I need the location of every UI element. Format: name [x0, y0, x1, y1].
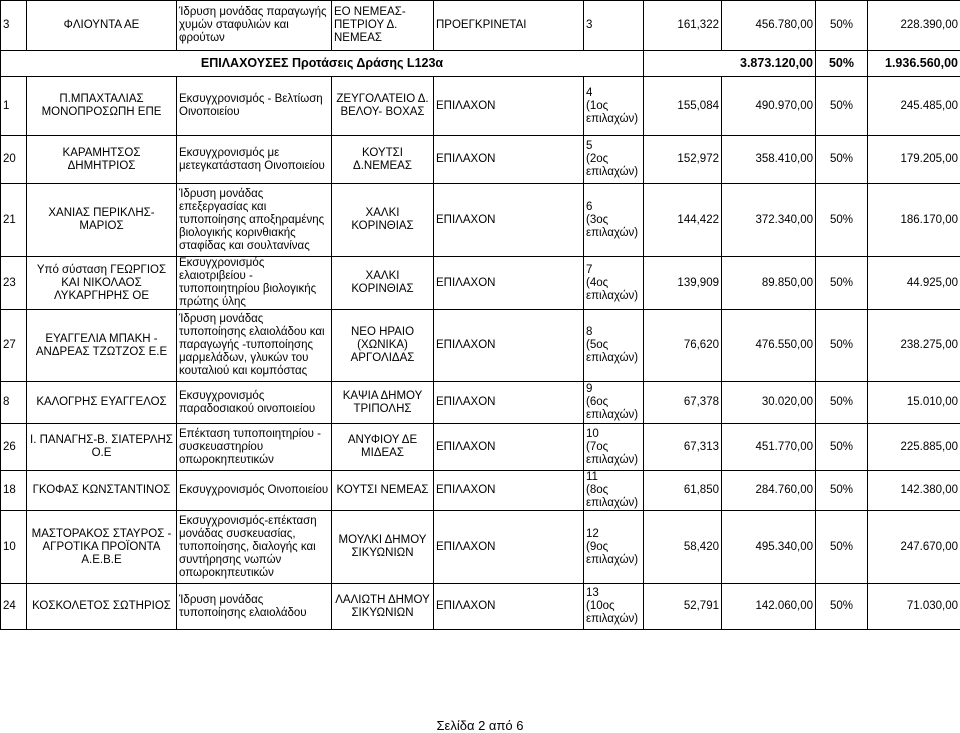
score-cell: 161,322	[644, 1, 722, 51]
location-cell: ΧΑΛΚΙ ΚΟΡΙΝΘΙΑΣ	[332, 184, 434, 257]
order-number: 13	[586, 587, 641, 600]
table-row	[1, 584, 960, 630]
order-number: 10	[586, 428, 641, 441]
pct-cell: 50%	[816, 136, 868, 184]
applicant-cell: ΓΚΟΦΑΣ ΚΩΝΣΤΑΝΤΙΝΟΣ	[27, 471, 177, 511]
order-runner-up-label: (7ος επιλαχών)	[586, 441, 641, 467]
applicant-cell: ΚΟΣΚΟΛΕΤΟΣ ΣΩΤΗΡΙΟΣ	[27, 584, 177, 630]
rank-cell: 8	[1, 382, 27, 424]
order-cell	[584, 471, 644, 511]
table-row	[1, 77, 960, 136]
section-subsidy-total: 1.936.560,00	[868, 51, 960, 77]
order-cell	[584, 310, 644, 382]
pct-cell: 50%	[816, 77, 868, 136]
applicant-cell: ΦΛΙΟΥΝΤΑ ΑΕ	[27, 1, 177, 51]
project-cell: Εκσυγχρονισμός με μετεγκατάσταση Οινοποιείου	[177, 136, 332, 184]
table-row	[1, 184, 960, 257]
location-cell: ΧΑΛΚΙ ΚΟΡΙΝΘΙΑΣ	[332, 257, 434, 310]
pct-cell: 50%	[816, 382, 868, 424]
order-number: 4	[586, 87, 641, 100]
budget-cell: 89.850,00	[722, 257, 816, 310]
pct-cell: 50%	[816, 184, 868, 257]
status-cell: ΕΠΙΛΑΧΟΝ	[434, 584, 584, 630]
budget-cell: 372.340,00	[722, 184, 816, 257]
budget-cell: 476.550,00	[722, 310, 816, 382]
order-cell	[584, 257, 644, 310]
project-cell: Ίδρυση μονάδας παραγωγής χυμών σταφυλιών και φρούτων	[177, 1, 332, 51]
subsidy-cell: 238.275,00	[868, 310, 960, 382]
applicant-cell: ΕΥΑΓΓΕΛΙΑ ΜΠΑΚΗ - ΑΝΔΡΕΑΣ ΤΖΩΤΖΟΣ Ε.Ε	[27, 310, 177, 382]
pct-cell: 50%	[816, 511, 868, 584]
rank-cell: 27	[1, 310, 27, 382]
budget-cell: 456.780,00	[722, 1, 816, 51]
order-cell	[584, 424, 644, 471]
table-row	[1, 382, 960, 424]
project-cell: Εκσυγχρονισμός παραδοσιακού οινοποιείου	[177, 382, 332, 424]
order-runner-up-label: (3ος επιλαχών)	[586, 214, 641, 240]
status-cell: ΕΠΙΛΑΧΟΝ	[434, 424, 584, 471]
status-cell: ΕΠΙΛΑΧΟΝ	[434, 382, 584, 424]
order-cell	[584, 77, 644, 136]
table-row	[1, 424, 960, 471]
rank-cell: 20	[1, 136, 27, 184]
table-row	[1, 511, 960, 584]
table-row	[1, 1, 960, 51]
pct-cell: 50%	[816, 310, 868, 382]
order-runner-up-label: (9ος επιλαχών)	[586, 541, 641, 567]
score-cell: 67,313	[644, 424, 722, 471]
subsidy-cell: 15.010,00	[868, 382, 960, 424]
page-footer: Σελίδα 2 από 6	[0, 718, 960, 733]
table-row	[1, 257, 960, 310]
table-row	[1, 310, 960, 382]
status-cell: ΕΠΙΛΑΧΟΝ	[434, 77, 584, 136]
rank-cell: 21	[1, 184, 27, 257]
order-number: 8	[586, 326, 641, 339]
location-cell: ΛΑΛΙΩΤΗ ΔΗΜΟΥ ΣΙΚΥΩΝΙΩΝ	[332, 584, 434, 630]
order-cell: 3	[584, 1, 644, 51]
table-row	[1, 136, 960, 184]
status-cell: ΕΠΙΛΑΧΟΝ	[434, 136, 584, 184]
order-cell	[584, 136, 644, 184]
status-cell: ΕΠΙΛΑΧΟΝ	[434, 511, 584, 584]
table-row	[1, 471, 960, 511]
pct-cell: 50%	[816, 471, 868, 511]
status-cell: ΕΠΙΛΑΧΟΝ	[434, 257, 584, 310]
applicant-cell: Π.ΜΠΑΧΤΑΛΙΑΣ ΜΟΝΟΠΡΟΣΩΠΗ ΕΠΕ	[27, 77, 177, 136]
subsidy-cell: 247.670,00	[868, 511, 960, 584]
rank-cell: 1	[1, 77, 27, 136]
budget-cell: 490.970,00	[722, 77, 816, 136]
rank-cell: 10	[1, 511, 27, 584]
project-cell: Ίδρυση μονάδας επεξεργασίας και τυποποίησης αποξηραμένης βιολογικής κορινθιακής σταφίδας και σουλτανίνας	[177, 184, 332, 257]
status-cell: ΕΠΙΛΑΧΟΝ	[434, 310, 584, 382]
subsidy-cell: 245.485,00	[868, 77, 960, 136]
order-number: 7	[586, 264, 641, 277]
location-cell: ΑΝΥΦΙΟΥ ΔΕ ΜΙΔΕΑΣ	[332, 424, 434, 471]
rank-cell: 24	[1, 584, 27, 630]
order-runner-up-label: (2ος επιλαχών)	[586, 153, 641, 179]
section-title: ΕΠΙΛΑΧΟΥΣΕΣ Προτάσεις Δράσης L123α	[1, 51, 644, 77]
rank-cell: 3	[1, 1, 27, 51]
location-cell: ΚΟΥΤΣΙ ΝΕΜΕΑΣ	[332, 471, 434, 511]
location-cell: ΕΟ ΝΕΜΕΑΣ-ΠΕΤΡΙΟΥ Δ. ΝΕΜΕΑΣ	[332, 1, 434, 51]
subsidy-cell: 44.925,00	[868, 257, 960, 310]
order-number: 12	[586, 528, 641, 541]
score-cell: 61,850	[644, 471, 722, 511]
order-runner-up-label: (6ος επιλαχών)	[586, 396, 641, 422]
order-number: 11	[586, 471, 641, 484]
order-runner-up-label: (1ος επιλαχών)	[586, 100, 641, 126]
project-cell: Εκσυγχρονισμός Οινοποιείου	[177, 471, 332, 511]
project-cell: Επέκταση τυποποιητηρίου - συσκευαστηρίου οπωροκηπευτικών	[177, 424, 332, 471]
pct-cell: 50%	[816, 257, 868, 310]
subsidy-cell: 142.380,00	[868, 471, 960, 511]
applicant-cell: ΧΑΝΙΑΣ ΠΕΡΙΚΛΗΣ- ΜΑΡΙΟΣ	[27, 184, 177, 257]
location-cell: ΚΟΥΤΣΙ Δ.ΝΕΜΕΑΣ	[332, 136, 434, 184]
section-budget-total: 3.873.120,00	[644, 51, 816, 77]
score-cell: 76,620	[644, 310, 722, 382]
score-cell: 52,791	[644, 584, 722, 630]
project-cell: Ίδρυση μονάδας τυποποίησης ελαιολάδου και παραγωγής -τυποποίησης μαρμελάδων, γλυκών του κουταλιού και κομπόστας	[177, 310, 332, 382]
order-number: 9	[586, 383, 641, 396]
subsidy-cell: 225.885,00	[868, 424, 960, 471]
score-cell: 139,909	[644, 257, 722, 310]
pct-cell: 50%	[816, 424, 868, 471]
budget-cell: 284.760,00	[722, 471, 816, 511]
order-number: 6	[586, 201, 641, 214]
status-cell: ΕΠΙΛΑΧΟΝ	[434, 471, 584, 511]
order-runner-up-label: (10ος επιλαχών)	[586, 600, 641, 626]
budget-cell: 451.770,00	[722, 424, 816, 471]
pct-cell: 50%	[816, 584, 868, 630]
location-cell: ΖΕΥΓΟΛΑΤΕΙΟ Δ. ΒΕΛΟΥ- ΒΟΧΑΣ	[332, 77, 434, 136]
budget-cell: 358.410,00	[722, 136, 816, 184]
subsidy-cell: 179.205,00	[868, 136, 960, 184]
applicant-cell: Υπό σύσταση ΓΕΩΡΓΙΟΣ ΚΑΙ ΝΙΚΟΛΑΟΣ ΛΥΚΑΡΓΗΡΗΣ ΟΕ	[27, 257, 177, 310]
budget-cell: 30.020,00	[722, 382, 816, 424]
order-cell	[584, 511, 644, 584]
order-cell	[584, 382, 644, 424]
rank-cell: 18	[1, 471, 27, 511]
order-runner-up-label: (4ος επιλαχών)	[586, 277, 641, 303]
order-cell	[584, 584, 644, 630]
applicant-cell: ΚΑΡΑΜΗΤΣΟΣ ΔΗΜΗΤΡΙΟΣ	[27, 136, 177, 184]
subsidy-cell: 228.390,00	[868, 1, 960, 51]
order-cell	[584, 184, 644, 257]
project-cell: Εκσυγχρονισμός - Βελτίωση Οινοποιείου	[177, 77, 332, 136]
order-runner-up-label: (5ος επιλαχών)	[586, 339, 641, 365]
applicant-cell: ΜΑΣΤΟΡΑΚΟΣ ΣΤΑΥΡΟΣ - ΑΓΡΟΤΙΚΑ ΠΡΟΪΟΝΤΑ Α.Ε.Β.Ε	[27, 511, 177, 584]
project-cell: Εκσυγχρονισμός ελαιοτριβείου - τυποποιητηρίου βιολογικής πρώτης ύλης	[177, 257, 332, 310]
location-cell: ΚΑΨΙΑ ΔΗΜΟΥ ΤΡΙΠΟΛΗΣ	[332, 382, 434, 424]
score-cell: 152,972	[644, 136, 722, 184]
applicant-cell: Ι. ΠΑΝΑΓΗΣ-Β. ΣΙΑΤΕΡΛΗΣ Ο.Ε	[27, 424, 177, 471]
applicant-cell: ΚΑΛΟΓΡΗΣ ΕΥΑΓΓΕΛΟΣ	[27, 382, 177, 424]
rank-cell: 26	[1, 424, 27, 471]
budget-cell: 142.060,00	[722, 584, 816, 630]
order-runner-up-label: (8ος επιλαχών)	[586, 484, 641, 510]
location-cell: ΝΕΟ ΗΡΑΙΟ (ΧΩΝΙΚΑ) ΑΡΓΟΛΙΔΑΣ	[332, 310, 434, 382]
status-cell: ΠΡΟΕΓΚΡΙΝΕΤΑΙ	[434, 1, 584, 51]
section-pct: 50%	[816, 51, 868, 77]
subsidy-cell: 71.030,00	[868, 584, 960, 630]
score-cell: 144,422	[644, 184, 722, 257]
status-cell: ΕΠΙΛΑΧΟΝ	[434, 184, 584, 257]
location-cell: ΜΟΥΛΚΙ ΔΗΜΟΥ ΣΙΚΥΩΝΙΩΝ	[332, 511, 434, 584]
score-cell: 155,084	[644, 77, 722, 136]
score-cell: 58,420	[644, 511, 722, 584]
section-header-row	[1, 51, 960, 77]
rank-cell: 23	[1, 257, 27, 310]
project-cell: Ίδρυση μονάδας τυποποίησης ελαιολάδου	[177, 584, 332, 630]
score-cell: 67,378	[644, 382, 722, 424]
pct-cell: 50%	[816, 1, 868, 51]
order-number: 5	[586, 140, 641, 153]
project-cell: Εκσυγχρονισμός-επέκταση μονάδας συσκευασίας, τυποποίησης, διαλογής και συντήρησης νωπών οπωροκηπευτικών	[177, 511, 332, 584]
budget-cell: 495.340,00	[722, 511, 816, 584]
subsidy-cell: 186.170,00	[868, 184, 960, 257]
